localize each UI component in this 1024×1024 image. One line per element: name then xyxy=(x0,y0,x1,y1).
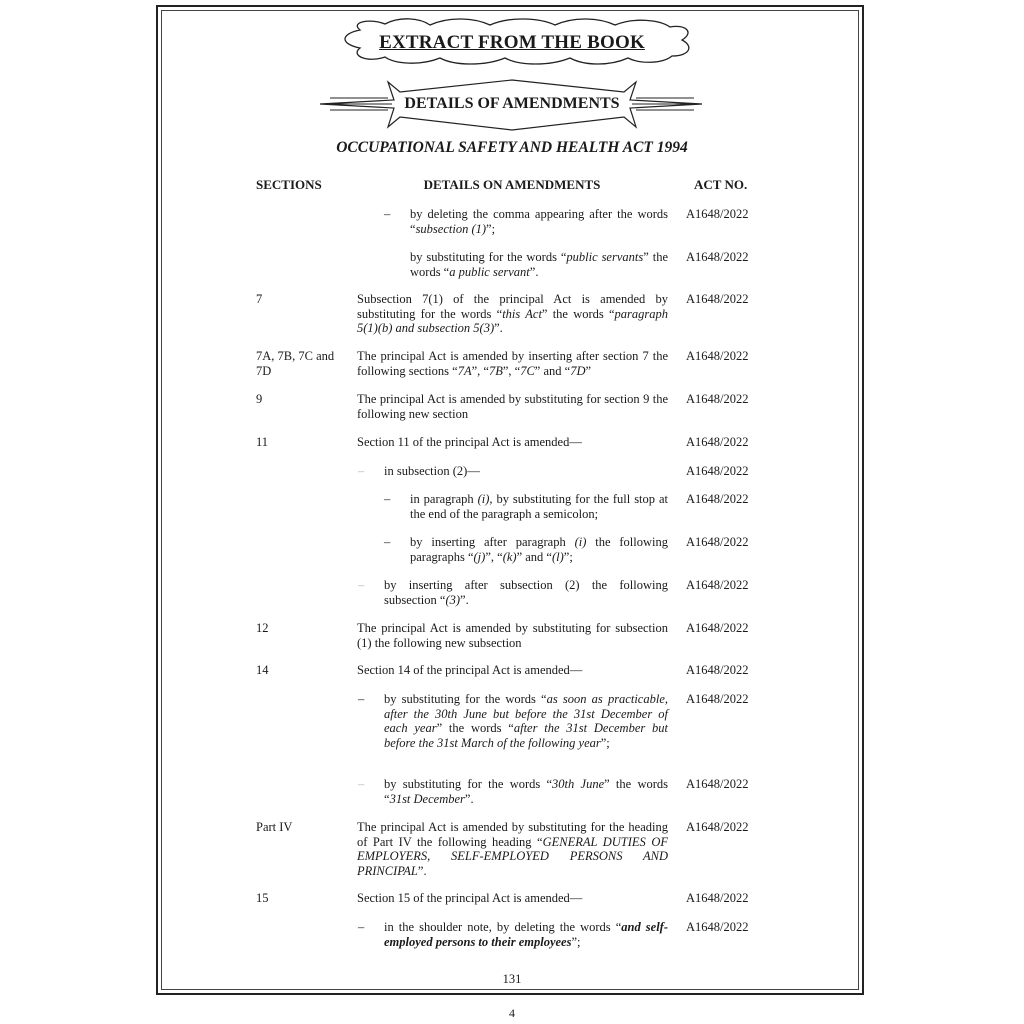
row-section: Part IV xyxy=(256,820,293,834)
row-act-no: A1648/2022 xyxy=(686,292,749,306)
row-details: The principal Act is amended by substituting for the heading of Part IV the following heading “GENERAL DUTIES OF EMPLOYERS, SELF-EMPLOYED PERSONS AND PRINCIPAL”. xyxy=(357,820,668,878)
row-act-no: A1648/2022 xyxy=(686,349,749,363)
row-dash: – xyxy=(384,492,391,506)
row-details: by inserting after paragraph (i) the following paragraphs “(j)”, “(k)” and “(l)”; xyxy=(410,535,668,564)
row-details: by deleting the comma appearing after the words “subsection (1)”; xyxy=(410,207,668,236)
row-act-no: A1648/2022 xyxy=(686,435,749,449)
row-act-no: A1648/2022 xyxy=(686,392,749,406)
row-act-no: A1648/2022 xyxy=(686,777,749,791)
header-details: DETAILS ON AMENDMENTS xyxy=(423,177,601,192)
row-act-no: A1648/2022 xyxy=(686,464,749,478)
row-act-no: A1648/2022 xyxy=(686,891,749,905)
row-details: by substituting for the words “public servants” the words “a public servant”. xyxy=(410,250,668,279)
page-number: 131 xyxy=(502,972,522,986)
row-act-no: A1648/2022 xyxy=(686,621,749,635)
row-details: Section 14 of the principal Act is amended— xyxy=(357,663,583,677)
row-details: Section 15 of the principal Act is amended— xyxy=(357,891,583,905)
photo-number: 4 xyxy=(509,1006,515,1020)
row-details: by inserting after subsection (2) the following subsection “(3)”. xyxy=(384,578,668,607)
row-details: The principal Act is amended by substituting for subsection (1) the following new subsection xyxy=(357,621,668,650)
row-dash: – xyxy=(358,578,365,592)
row-act-no: A1648/2022 xyxy=(686,663,749,677)
row-details: The principal Act is amended by inserting after section 7 the following sections “7A”, “7B”, “7C” and “7D” xyxy=(357,349,668,378)
row-details: in paragraph (i), by substituting for the full stop at the end of the paragraph a semicolon; xyxy=(410,492,668,521)
row-act-no: A1648/2022 xyxy=(686,920,749,934)
row-section: 9 xyxy=(256,392,263,406)
row-act-no: A1648/2022 xyxy=(686,578,749,592)
row-details: by substituting for the words “30th June” the words “31st December”. xyxy=(384,777,668,806)
row-details: in subsection (2)— xyxy=(384,464,480,478)
row-act-no: A1648/2022 xyxy=(686,207,749,221)
row-section: 15 xyxy=(256,891,269,905)
row-dash: – xyxy=(358,777,365,791)
row-section: 7 xyxy=(256,292,263,306)
row-dash: – xyxy=(358,692,365,706)
row-act-no: A1648/2022 xyxy=(686,820,749,834)
row-dash: – xyxy=(358,464,365,478)
row-section: 7A, 7B, 7C and 7D xyxy=(256,349,335,378)
banner-title: EXTRACT FROM THE BOOK xyxy=(379,32,645,53)
row-dash: – xyxy=(384,207,391,221)
act-title: OCCUPATIONAL SAFETY AND HEALTH ACT 1994 xyxy=(336,139,688,156)
header-act-no: ACT NO. xyxy=(694,177,748,192)
row-details: Subsection 7(1) of the principal Act is amended by substituting for the words “this Act” the words “paragraph 5(1)(b) and subsection 5(3)”. xyxy=(357,292,669,335)
header-sections: SECTIONS xyxy=(256,177,322,192)
row-dash: – xyxy=(384,535,391,549)
row-details: by substituting for the words “as soon as practicable, after the 30th June but before the 31st December of each year” the words “after the 31st December but before the 31st March of the following year”; xyxy=(384,692,668,750)
row-act-no: A1648/2022 xyxy=(686,535,749,549)
row-act-no: A1648/2022 xyxy=(686,492,749,506)
row-act-no: A1648/2022 xyxy=(686,692,749,706)
row-section: 14 xyxy=(256,663,269,677)
row-dash: – xyxy=(358,920,365,934)
row-section: 12 xyxy=(256,621,269,635)
row-details: The principal Act is amended by substituting for section 9 the following new section xyxy=(357,392,668,421)
row-section: 11 xyxy=(256,435,269,449)
banner-subtitle: DETAILS OF AMENDMENTS xyxy=(404,95,620,112)
row-details: in the shoulder note, by deleting the words “and self-employed persons to their employees”; xyxy=(384,920,668,949)
row-act-no: A1648/2022 xyxy=(686,250,749,264)
row-details: Section 11 of the principal Act is amended— xyxy=(357,435,582,449)
